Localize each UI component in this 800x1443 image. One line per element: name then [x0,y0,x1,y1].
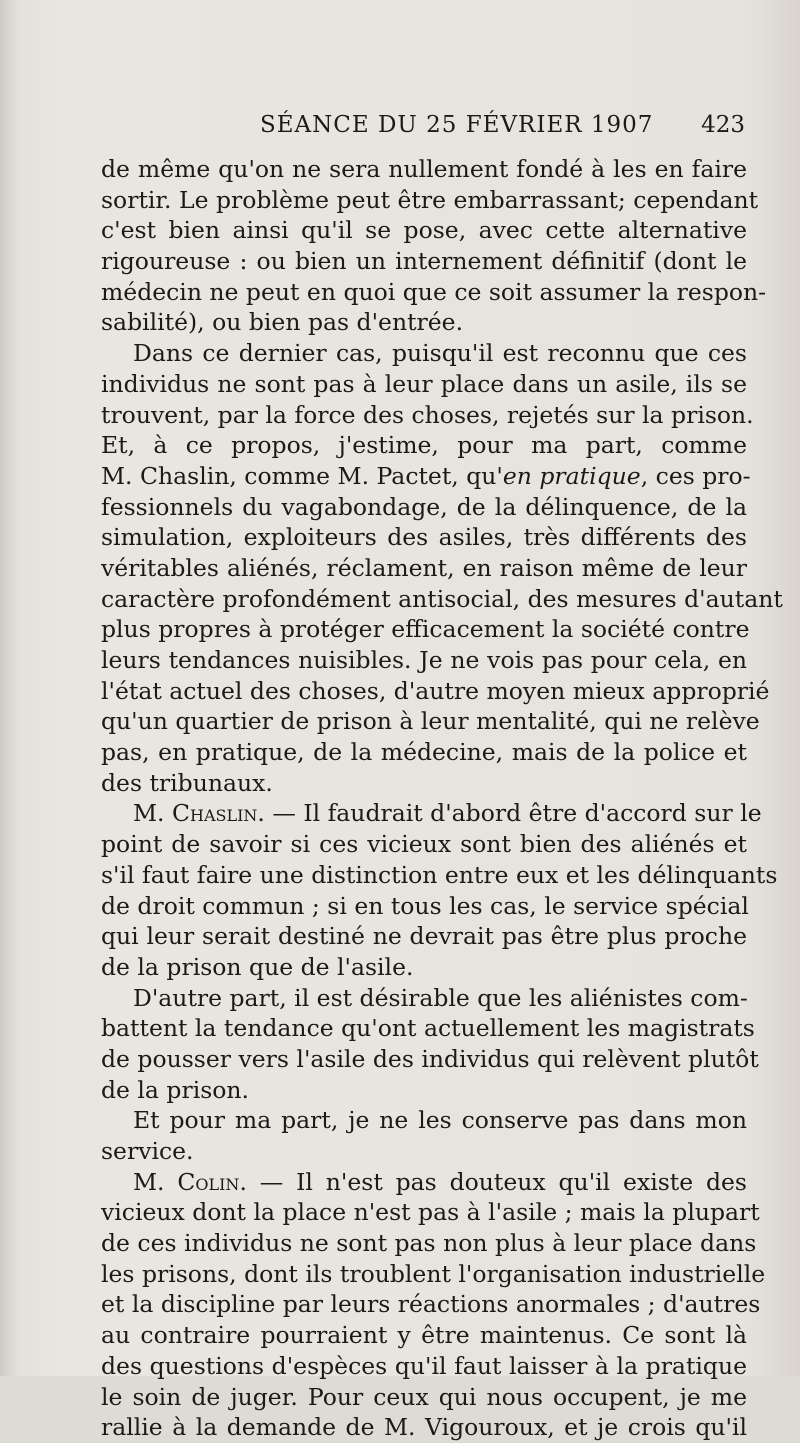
text-run: véritables aliénés, réclament, en raison même de leur [101,553,747,582]
text-line [101,891,747,922]
text-run: Colin [177,1167,240,1196]
text-run: vicieux dont la place n'est pas à l'asile ; mais la plupart [101,1198,760,1227]
text-run: pas, en pratique, de la médecine, mais de la police et [101,738,747,767]
text-line [101,768,747,799]
text-run: rallie à la demande de M. Vigouroux, et je crois qu'il [101,1413,747,1442]
text-line [101,706,760,737]
text-run: . — Il n'est pas douteux qu'il existe des [239,1167,747,1196]
text-line [101,860,778,891]
text-line [101,1259,766,1290]
text-run: de même qu'on ne sera nullement fondé à les en faire [101,155,747,183]
text-line [101,921,747,952]
text-run: fessionnels du vagabondage, de la délinquence, de la [101,492,747,521]
running-title: SÉANCE DU 25 FÉVRIER 1907 [260,112,654,138]
text-line [101,1351,747,1382]
text-run: des questions d'espèces qu'il faut laisser à la pratique [101,1351,747,1380]
text-run: le soin de juger. Pour ceux qui nous occupent, je me [101,1382,747,1411]
text-line [101,614,750,645]
text-run: service. [101,1137,194,1165]
text-line [101,645,747,676]
text-line [101,1167,747,1198]
text-line [101,185,759,216]
text-line [101,829,747,860]
page-number: 423 [701,112,745,138]
text-run: Dans ce dernier cas, puisqu'il est reconnu que ces [133,339,747,368]
text-line [101,1044,759,1075]
text-line [101,983,747,1014]
text-line [101,307,747,338]
text-run: sabilité), ou bien pas d'entrée. [101,308,464,337]
text-line [101,1320,747,1351]
text-run: point de savoir si ces vicieux sont bien des aliénés et [101,830,747,859]
text-run: M. [133,1167,178,1196]
text-line [101,1105,747,1136]
text-run: Et, à ce propos, j'estime, pour ma part, comme [101,431,747,460]
text-run: et la discipline par leurs réactions anormales ; d'autres [101,1290,761,1319]
text-line [101,1136,747,1167]
text-run: les prisons, dont ils troublent l'organisation industrielle [101,1259,766,1288]
text-line [101,369,747,400]
text-run: Et pour ma part, je ne les conserve pas dans mon [133,1106,747,1135]
text-run: sortir. Le problème peut être embarrassant; cependant [101,185,759,214]
text-run: s'il faut faire une distinction entre eux et les délinquants [101,860,778,889]
text-run: simulation, exploiteurs des asiles, très différents des [101,523,747,552]
text-run: . — Il faudrait d'abord être d'accord sur le [257,799,762,828]
text-run: de la prison. [101,1075,250,1104]
body-text [101,154,783,1443]
text-run: des tribunaux. [101,768,273,797]
text-run: caractère profondément antisocial, des mesures d'autant [101,584,783,613]
text-run: individus ne sont pas à leur place dans un asile, ils se [101,369,747,398]
text-line [101,492,747,523]
text-line [101,1228,757,1259]
text-line [101,1289,761,1320]
text-line [101,584,783,615]
page-header [100,112,745,146]
text-line [101,1382,747,1413]
text-run: l'état actuel des choses, d'autre moyen mieux approprié [101,676,770,705]
text-line [101,952,747,983]
text-run: c'est bien ainsi qu'il se pose, avec cette alternative [101,216,747,245]
text-run: plus propres à protéger efficacement la société contre [101,615,750,644]
text-run: de pousser vers l'asile des individus qui relèvent plutôt [101,1044,759,1073]
text-line [101,1075,747,1106]
text-run: trouvent, par la force des choses, rejetés sur la prison. [101,400,754,429]
text-line [101,676,770,707]
text-run: D'autre part, il est désirable que les aliénistes com- [133,983,748,1012]
text-line [101,277,767,308]
text-line [101,246,747,277]
text-run: médecin ne peut en quoi que ce soit assumer la respon- [101,277,767,306]
text-run: battent la tendance qu'ont actuellement les magistrats [101,1014,755,1043]
text-run: de droit commun ; si en tous les cas, le service spécial [101,891,749,920]
text-line [101,461,751,492]
text-run: leurs tendances nuisibles. Je ne vois pas pour cela, en [101,646,747,674]
text-line [101,1197,760,1228]
text-line [101,522,747,553]
text-line [101,338,747,369]
text-run: M. [133,799,173,828]
text-line [101,1412,747,1443]
text-line [101,215,747,246]
text-run: , ces pro- [640,461,751,490]
text-line [101,154,747,185]
text-run: en pratique [502,461,641,490]
text-run: de la prison que de l'asile. [101,952,414,981]
text-line [101,400,754,431]
text-line [101,798,762,829]
text-run: M. Chaslin, comme M. Pactet, qu' [101,461,503,490]
text-run: au contraire pourraient y être maintenus. Ce sont là [101,1321,747,1350]
text-run: qui leur serait destiné ne devrait pas être plus proche [101,922,747,951]
text-run: Chaslin [172,799,258,828]
text-line [101,1013,755,1044]
text-run: qu'un quartier de prison à leur mentalité, qui ne relève [101,707,760,736]
text-line [101,430,747,461]
text-run: de ces individus ne sont pas non plus à leur place dans [101,1229,757,1258]
text-run: rigoureuse : ou bien un internement définitif (dont le [101,247,747,276]
text-line [101,553,747,584]
text-line [101,737,747,768]
